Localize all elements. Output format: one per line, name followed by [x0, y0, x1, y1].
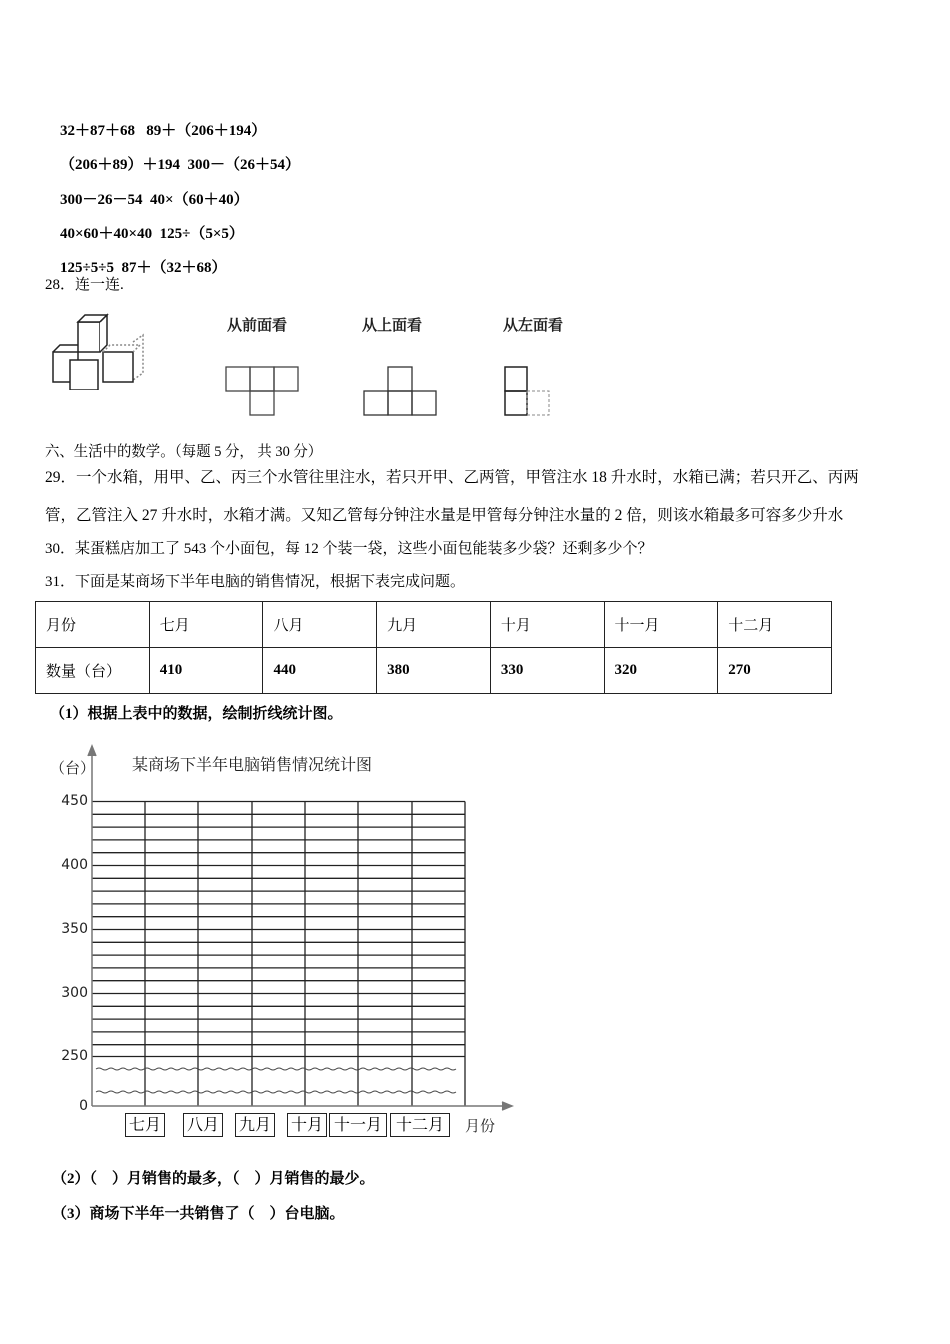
x-axis-unit: 月份: [465, 1117, 496, 1135]
expression: 300－（26＋54）: [187, 157, 301, 173]
y-tick: 0: [79, 1098, 88, 1114]
expression: 87＋（32＋68）: [121, 260, 227, 276]
section-heading: 六、生活中的数学。（每题 5 分， 共 30 分）: [45, 444, 323, 460]
table-cell: 十一月: [604, 602, 718, 648]
expression: 40×（60＋40）: [150, 192, 249, 208]
expression: 89＋（206＋194）: [146, 123, 267, 139]
y-tick: 400: [61, 857, 88, 873]
view-label-left: 从左面看: [503, 318, 564, 334]
x-category-label: 八月: [183, 1113, 223, 1137]
y-tick: 300: [61, 985, 88, 1001]
expression: 40×60＋40×40: [60, 226, 153, 242]
table-row: [36, 602, 832, 648]
view-shape-t[interactable]: [222, 364, 302, 419]
table-cell: 380: [377, 648, 491, 694]
view-label-front: 从前面看: [227, 318, 288, 334]
table-cell: 七月: [149, 602, 263, 648]
x-category-label: 十月: [287, 1113, 327, 1137]
q31-text: 31．下面是某商场下半年电脑的销售情况，根据下表完成问题。: [45, 574, 466, 590]
q31-sub2: （2）（ ）月销售的最多，（ ）月销售的最少。: [52, 1171, 375, 1187]
expression: 125÷5÷5: [60, 260, 114, 276]
table-cell: 440: [263, 648, 377, 694]
table-cell: 十月: [490, 602, 604, 648]
table-cell: 270: [718, 648, 832, 694]
q31-sub3: （3）商场下半年一共销售了（ ）台电脑。: [52, 1206, 345, 1222]
q31-sub1: （1）根据上表中的数据，绘制折线统计图。: [50, 706, 343, 722]
chart-grid: [0, 740, 530, 1120]
view-shape-inverted-t[interactable]: [360, 364, 440, 419]
q29-line2: 管，乙管注入 27 升水时，水箱才满。又知乙管每分钟注水量是甲管每分钟注水量的 2 倍，则该水箱最多可容多少升水: [45, 507, 844, 524]
table-cell: 八月: [263, 602, 377, 648]
table-cell: 410: [149, 648, 263, 694]
x-category-label: 十一月: [329, 1113, 387, 1137]
y-tick: 450: [61, 793, 88, 809]
table-row: [36, 648, 832, 694]
x-category-label: 十二月: [390, 1113, 450, 1137]
q30-text: 30．某蛋糕店加工了 543 个小面包，每 12 个装一袋，这些小面包能装多少袋？还剩多少个？: [45, 541, 653, 557]
q29-line1: 29．一个水箱，用甲、乙、丙三个水管往里注水，若只开甲、乙两管，甲管注水 18 升水时，水箱已满；若只开乙、丙两: [45, 469, 859, 486]
view-label-top: 从上面看: [362, 318, 423, 334]
cube-figure: [48, 310, 153, 390]
expression: 32＋87＋68: [60, 123, 136, 139]
y-tick: 250: [61, 1048, 88, 1064]
view-shape-l[interactable]: [500, 364, 560, 419]
x-category-label: 七月: [125, 1113, 165, 1137]
table-header-cell: 月份: [36, 602, 150, 648]
y-tick: 350: [61, 921, 88, 937]
x-category-label: 九月: [235, 1113, 275, 1137]
expression: （206＋89）＋194: [60, 157, 181, 173]
sales-table: [35, 601, 832, 694]
q28-title: 28．连一连.: [45, 277, 124, 293]
table-cell: 320: [604, 648, 718, 694]
expression: 125÷（5×5）: [159, 226, 244, 242]
table-header-cell: 数量（台）: [36, 648, 150, 694]
table-cell: 十二月: [718, 602, 832, 648]
expression: 300－26－54: [60, 192, 143, 208]
table-cell: 330: [490, 648, 604, 694]
chart-title: 某商场下半年电脑销售情况统计图: [132, 755, 373, 774]
table-cell: 九月: [377, 602, 491, 648]
y-axis-unit: （台）: [50, 759, 96, 777]
